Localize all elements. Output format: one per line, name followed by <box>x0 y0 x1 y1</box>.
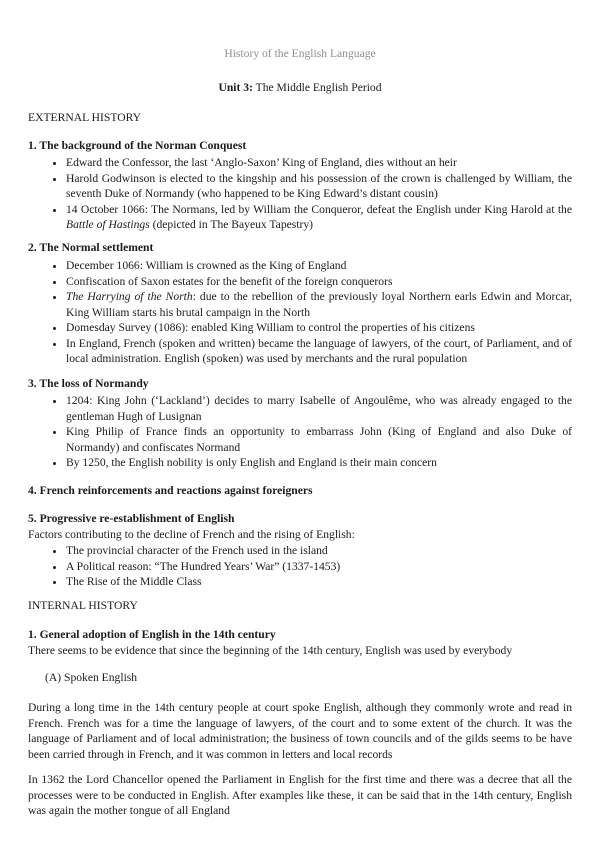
unit-title <box>28 80 572 96</box>
internal-section-1-heading: 1. General adoption of English in the 14th century <box>28 628 276 641</box>
unit-title-text: The Middle English Period <box>252 81 382 94</box>
list-item: • 1204: King John (‘Lackland’) decides to marry Isabelle of Angoulême, who was already engaged to the gentleman Hugh of Lusignan <box>65 393 572 424</box>
section-3-list <box>28 393 572 471</box>
list-item: • Confiscation of Saxon estates for the benefit of the foreign conquerors <box>65 274 572 290</box>
running-header: History of the English Language <box>224 47 376 60</box>
section-2-heading: 2. The Normal settlement <box>28 241 154 254</box>
external-history-heading: EXTERNAL HISTORY <box>28 111 142 124</box>
list-item: • A Political reason: “The Hundred Years’ War” (1337-1453) <box>65 559 572 575</box>
internal-section-1-intro: There seems to be evidence that since the beginning of the 14th century, English was used by everybody <box>28 643 513 657</box>
list-item: • Edward the Confessor, the last ‘Anglo-Saxon’ King of England, dies without an heir <box>65 155 572 171</box>
section-3-heading: 3. The loss of Normandy <box>28 377 149 390</box>
list-item: • In England, French (spoken and written) became the language of lawyers, of the court, of Parliament, and of local administration. English (spoken) was used by merchants and the rural population <box>65 336 572 367</box>
list-item: • The Rise of the Middle Class <box>65 574 572 590</box>
section-5-intro: Factors contributing to the decline of French and the rising of English: <box>28 528 355 541</box>
list-item-italic: The Harrying of the North <box>66 290 193 303</box>
list-item: • Domesday Survey (1086): enabled King William to control the properties of his citizens <box>65 320 572 336</box>
subsection-a-heading: (A) Spoken English <box>45 671 138 684</box>
section-5-list <box>28 543 572 590</box>
list-item-italic: Battle of Hastings <box>66 218 150 231</box>
paragraph-spoken-english-2: In 1362 the Lord Chancellor opened the Parliament in English for the first time and there was a decree that all the processes were to be conducted in English. After examples like these, it can be said that in the 14th century, English was again the mother tongue of all England <box>28 773 572 817</box>
section-1-heading: 1. The background of the Norman Conquest <box>28 139 247 152</box>
list-item: • Harold Godwinson is elected to the kingship and his possession of the crown is challenged by William, the seventh Duke of Normandy (who happened to be King Edward’s distant cousin) <box>65 171 572 202</box>
section-4-heading: 4. French reinforcements and reactions against foreigners <box>28 484 313 497</box>
section-2-list <box>28 258 572 367</box>
list-item-text: (depicted in The Bayeux Tapestry) <box>149 218 314 231</box>
paragraph-spoken-english-1: During a long time in the 14th century people at court spoke English, although they commonly wrote and read in French. French was for a time the language of lawyers, of the court and to some extent of the church. It was the language of Parliament and of local administration; the business of town councils and of the gilds seems to be have been carried through in French, and it was common in letters and local records <box>28 701 572 761</box>
section-1-list <box>28 155 572 233</box>
list-item: • King Philip of France finds an opportunity to embarrass John (King of England and also Duke of Normandy) and confiscates Normand <box>65 424 572 455</box>
list-item: • The provincial character of the French used in the island <box>65 543 572 559</box>
unit-title-label: Unit 3: <box>218 81 253 94</box>
list-item: • December 1066: William is crowned as the King of England <box>65 258 572 274</box>
list-item <box>65 202 572 233</box>
internal-history-heading: INTERNAL HISTORY <box>28 599 138 612</box>
list-item-text: : due to the rebellion of the previously loyal Northern earls Edwin and Morcar, King William starts his brutal campaign in the North <box>66 290 572 319</box>
list-item <box>65 289 572 320</box>
list-item-text: 14 October 1066: The Normans, led by William the Conqueror, defeat the English under King Harold at the <box>66 202 572 216</box>
section-5-heading: 5. Progressive re-establishment of English <box>28 512 235 525</box>
list-item: • By 1250, the English nobility is only English and England is their main concern <box>65 455 572 471</box>
